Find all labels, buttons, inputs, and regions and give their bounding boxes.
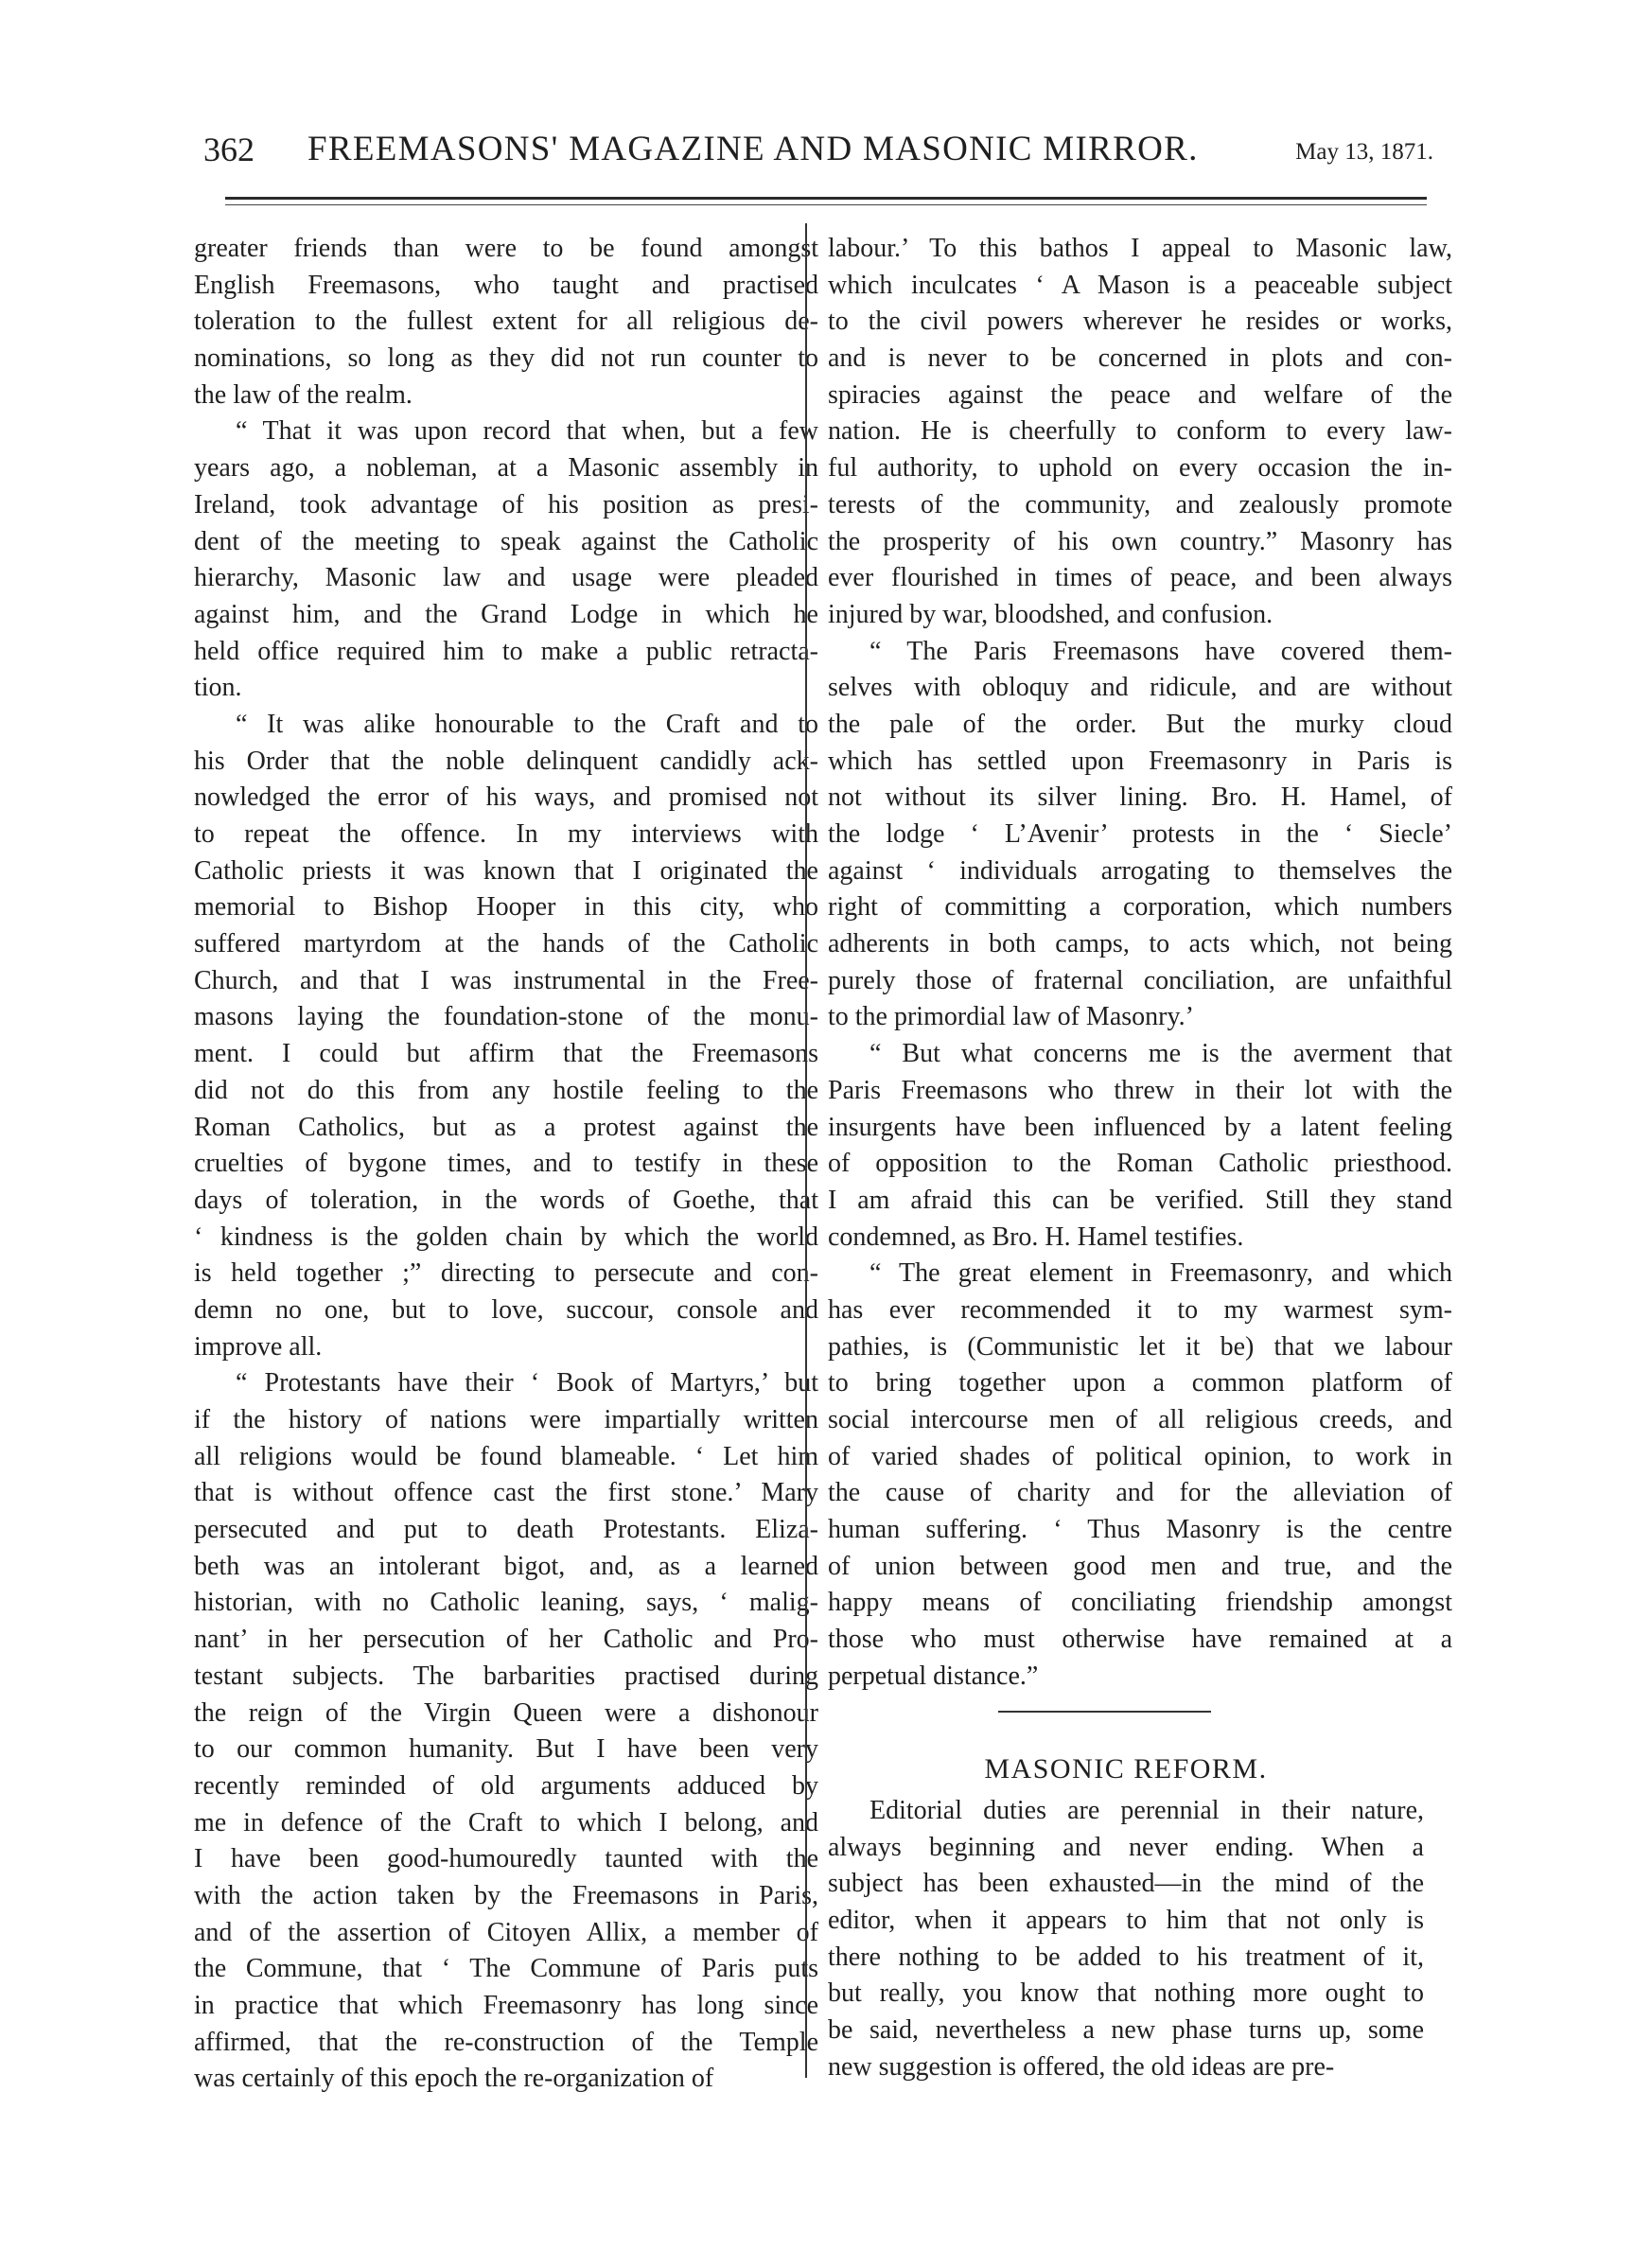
text-line: always beginning and never ending. When a [828,1832,1424,1862]
text-line: to the primordial law of Masonry.’ [828,1002,1194,1032]
section-title: MASONIC REFORM. [984,1753,1268,1785]
text-line: “ That it was upon record that when, but a few [236,416,818,447]
text-line: the Commune, that ‘ The Commune of Paris puts [194,1954,818,1984]
issue-date: May 13, 1871. [1295,139,1433,165]
text-line: to our common humanity. But I have been very [194,1734,818,1765]
text-line: right of committing a corporation, which numbers [828,892,1452,923]
text-line: and is never to be concerned in plots and con- [828,343,1452,374]
text-line: hierarchy, Masonic law and usage were pleaded [194,563,818,593]
text-line: the prosperity of his own country.” Masonry has [828,526,1452,556]
text-line: the lodge ‘ L’Avenir’ protests in the ‘ Siecle’ [828,819,1452,849]
text-line: masons laying the foundation-stone of the monu- [194,1002,818,1032]
text-line: nant’ in her persecution of her Catholic and Pro- [194,1625,818,1655]
text-line: “ The great element in Freemasonry, and which [869,1258,1452,1289]
text-line: demn no one, but to love, succour, console and [194,1294,818,1325]
header-rule-thin [225,204,1427,205]
text-line: ever flourished in times of peace, and been always [828,563,1452,593]
text-line: “ But what concerns me is the averment that [869,1039,1452,1069]
text-line: toleration to the fullest extent for all religious de- [194,307,818,337]
text-line: cruelties of bygone times, and to testify in these [194,1149,818,1179]
text-line: suffered martyrdom at the hands of the Catholic [194,929,818,959]
text-line: insurgents have been influenced by a latent feeling [828,1112,1452,1142]
text-line: not without its silver lining. Bro. H. Hamel, of [828,782,1452,813]
text-line: affirmed, that the re-construction of the Temple [194,2027,818,2057]
text-line: human suffering. ‘ Thus Masonry is the centre [828,1515,1452,1545]
text-line: did not do this from any hostile feeling to the [194,1075,818,1105]
text-line: with the action taken by the Freemasons in Paris, [194,1880,818,1910]
text-line: years ago, a nobleman, at a Masonic assembly in [194,453,818,483]
text-line: terests of the community, and zealously promote [828,489,1452,519]
text-line: Paris Freemasons who threw in their lot with the [828,1075,1452,1105]
text-line: those who must otherwise have remained at a [828,1625,1452,1655]
text-line: which inculcates ‘ A Mason is a peaceable subject [828,270,1452,300]
text-line: historian, with no Catholic leaning, says, ‘ malig- [194,1588,818,1618]
text-line: subject has been exhausted—in the mind of the [828,1869,1424,1899]
text-line: the pale of the order. But the murky cloud [828,709,1452,739]
text-line: happy means of conciliating friendship amongst [828,1588,1452,1618]
text-line: Church, and that I was instrumental in the Free- [194,965,818,995]
text-line: to bring together upon a common platform of [828,1368,1452,1398]
text-line: Catholic priests it was known that I originated the [194,855,818,886]
text-line: condemned, as Bro. H. Hamel testifies. [828,1222,1244,1252]
masthead-title: FREEMASONS' MAGAZINE AND MASONIC MIRROR. [307,130,1199,168]
text-line: that is without offence cast the first stone.’ Mary [194,1478,818,1508]
text-line: in practice that which Freemasonry has long since [194,1991,818,2020]
header-rule-thick [225,197,1427,200]
text-line: Ireland, took advantage of his position as presi- [194,489,818,519]
text-line: memorial to Bishop Hooper in this city, who [194,892,818,923]
text-line: the law of the realm. [194,379,413,410]
text-line: the cause of charity and for the alleviation of [828,1478,1452,1508]
text-line: selves with obloquy and ridicule, and are without [828,673,1452,703]
text-line: spiracies against the peace and welfare of the [828,379,1452,410]
text-line: days of toleration, in the words of Goethe, that [194,1185,818,1215]
text-line: injured by war, bloodshed, and confusion. [828,599,1273,629]
page-number: 362 [203,131,255,168]
text-line: of union between good men and true, and the [828,1551,1452,1581]
text-line: which has settled upon Freemasonry in Paris is [828,746,1452,776]
text-line: I have been good-humouredly taunted with the [194,1844,818,1874]
text-line: testant subjects. The barbarities practised during [194,1661,818,1691]
text-line: Roman Catholics, but as a protest against the [194,1112,818,1142]
text-line: is held together ;” directing to persecute and con- [194,1258,818,1289]
text-line: nominations, so long as they did not run counter to [194,343,818,374]
text-line: persecuted and put to death Protestants. Eliza- [194,1515,818,1545]
text-line: to repeat the offence. In my interviews with [194,819,818,849]
text-line: new suggestion is offered, the old ideas are pre- [828,2051,1335,2082]
text-line: there nothing to be added to his treatment of it, [828,1942,1424,1972]
text-line: nowledged the error of his ways, and promised not [194,782,818,813]
column-divider [805,223,807,2078]
text-line: editor, when it appears to him that not only is [828,1906,1424,1936]
right-column [828,231,1452,1696]
text-line: the reign of the Virgin Queen were a dishonour [194,1697,818,1728]
page-header [203,131,1433,187]
text-line: but really, you know that nothing more ought to [828,1978,1424,2009]
text-line: to the civil powers wherever he resides or works, [828,307,1452,337]
section-divider [998,1711,1211,1713]
text-line: “ The Paris Freemasons have covered them- [869,636,1452,666]
text-line: his Order that the noble delinquent candidly ack- [194,746,818,776]
text-line: held office required him to make a public retracta- [194,636,818,666]
text-line: ‘ kindness is the golden chain by which the world [194,1222,818,1252]
text-line: labour.’ To this bathos I appeal to Masonic law, [828,234,1452,263]
text-line: dent of the meeting to speak against the Catholic [194,526,818,556]
text-line: was certainly of this epoch the re-organization of [194,2064,714,2094]
text-line: I am afraid this can be verified. Still they stand [828,1185,1452,1215]
text-line: purely those of fraternal conciliation, are unfaithful [828,965,1452,995]
text-line: adherents in both camps, to acts which, not being [828,929,1452,959]
text-line: has ever recommended it to my warmest sym- [828,1294,1452,1325]
text-line: perpetual distance.” [828,1661,1039,1691]
text-line: English Freemasons, who taught and practised [194,270,818,300]
text-line: beth was an intolerant bigot, and, as a learned [194,1551,818,1581]
text-line: recently reminded of old arguments adduced by [194,1770,818,1801]
text-line: of varied shades of political opinion, to work in [828,1441,1452,1471]
left-column [194,231,818,2098]
text-line: Editorial duties are perennial in their nature, [869,1796,1424,1825]
text-line: greater friends than were to be found amongst [194,234,818,263]
text-line: if the history of nations were impartially written [194,1405,818,1434]
text-line: nation. He is cheerfully to conform to every law- [828,416,1452,447]
text-line: “ It was alike honourable to the Craft and to [236,709,818,739]
text-line: against ‘ individuals arrogating to themselves the [828,855,1452,886]
text-line: me in defence of the Craft to which I belong, and [194,1807,818,1837]
text-line: all religions would be found blameable. ‘ Let him [194,1441,818,1471]
text-line: and of the assertion of Citoyen Allix, a member of [194,1917,818,1947]
text-line: tion. [194,673,242,703]
text-line: be said, nevertheless a new phase turns up, some [828,2015,1424,2046]
text-line: ful authority, to uphold on every occasion the in- [828,453,1452,483]
section-body [828,1793,1424,2086]
text-line: pathies, is (Communistic let it be) that we labour [828,1331,1452,1362]
text-line: against him, and the Grand Lodge in which he [194,599,818,629]
text-line: ment. I could but affirm that the Freemasons [194,1039,818,1069]
text-line: “ Protestants have their ‘ Book of Martyrs,’ but [236,1368,818,1398]
text-line: social intercourse men of all religious creeds, and [828,1405,1452,1434]
text-line: of opposition to the Roman Catholic priesthood. [828,1149,1452,1179]
text-line: improve all. [194,1331,323,1362]
